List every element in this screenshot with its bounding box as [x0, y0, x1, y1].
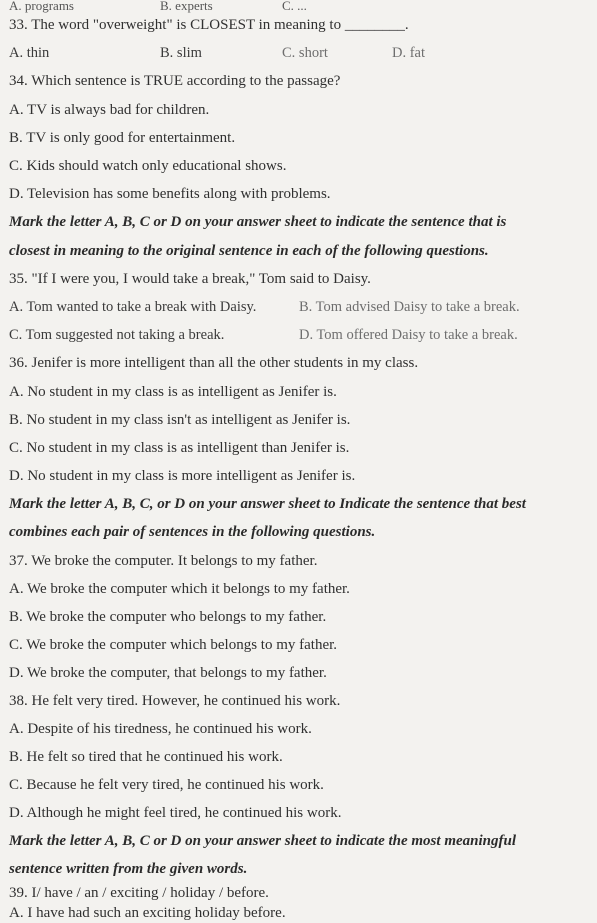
q36-option-c: C. No student in my class is as intelligent than Jenifer is. — [9, 440, 350, 456]
q37-option-d: D. We broke the computer, that belongs to my father. — [9, 665, 327, 681]
q37-option-a: A. We broke the computer which it belongs to my father. — [9, 581, 350, 597]
q38-option-b: B. He felt so tired that he continued his work. — [9, 749, 283, 765]
instruction-3-line-2: sentence written from the given words. — [9, 861, 248, 877]
q34-stem: 34. Which sentence is TRUE according to the passage? — [9, 73, 341, 89]
instruction-2-line-1: Mark the letter A, B, C, or D on your answer sheet to Indicate the sentence that best — [9, 496, 526, 512]
q38-stem: 38. He felt very tired. However, he continued his work. — [9, 693, 341, 709]
q34-option-c: C. Kids should watch only educational shows. — [9, 158, 287, 174]
top-option-b: B. experts — [160, 0, 213, 13]
q38-option-d: D. Although he might feel tired, he continued his work. — [9, 805, 342, 821]
q36-stem: 36. Jenifer is more intelligent than all the other students in my class. — [9, 355, 419, 371]
top-option-a: A. programs — [9, 0, 74, 13]
instruction-1-line-2: closest in meaning to the original sentence in each of the following questions. — [9, 243, 489, 259]
q36-option-b: B. No student in my class isn't as intelligent as Jenifer is. — [9, 412, 351, 428]
instruction-1-line-1: Mark the letter A, B, C or D on your answer sheet to indicate the sentence that is — [9, 214, 507, 230]
q37-stem: 37. We broke the computer. It belongs to my father. — [9, 553, 318, 569]
q35-stem: 35. "If I were you, I would take a break," Tom said to Daisy. — [9, 271, 371, 287]
q38-option-a: A. Despite of his tiredness, he continued his work. — [9, 721, 312, 737]
q39-option-a: A. I have had such an exciting holiday before. — [9, 905, 286, 921]
q35-option-c: C. Tom suggested not taking a break. — [9, 327, 225, 343]
q33-stem: 33. The word "overweight" is CLOSEST in meaning to ________. — [9, 17, 409, 33]
instruction-3-line-1: Mark the letter A, B, C or D on your answer sheet to indicate the most meaningful — [9, 833, 516, 849]
q34-option-a: A. TV is always bad for children. — [9, 102, 210, 118]
q34-option-d: D. Television has some benefits along with problems. — [9, 186, 331, 202]
q35-option-d: D. Tom offered Daisy to take a break. — [299, 327, 518, 343]
q33-option-d: D. fat — [392, 45, 426, 61]
q36-option-d: D. No student in my class is more intelligent as Jenifer is. — [9, 468, 356, 484]
q33-option-a: A. thin — [9, 45, 50, 61]
q35-option-b: B. Tom advised Daisy to take a break. — [299, 299, 520, 315]
q37-option-c: C. We broke the computer which belongs to my father. — [9, 637, 338, 653]
q33-option-b: B. slim — [160, 45, 202, 61]
q37-option-b: B. We broke the computer who belongs to my father. — [9, 609, 327, 625]
q36-option-a: A. No student in my class is as intelligent as Jenifer is. — [9, 384, 337, 400]
q33-option-c: C. short — [282, 45, 328, 61]
instruction-2-line-2: combines each pair of sentences in the following questions. — [9, 524, 376, 540]
q35-option-a: A. Tom wanted to take a break with Daisy. — [9, 299, 257, 315]
top-option-c: C. ... — [282, 0, 307, 13]
q39-stem: 39. I/ have / an / exciting / holiday / before. — [9, 885, 269, 901]
q38-option-c: C. Because he felt very tired, he continued his work. — [9, 777, 324, 793]
q34-option-b: B. TV is only good for entertainment. — [9, 130, 236, 146]
